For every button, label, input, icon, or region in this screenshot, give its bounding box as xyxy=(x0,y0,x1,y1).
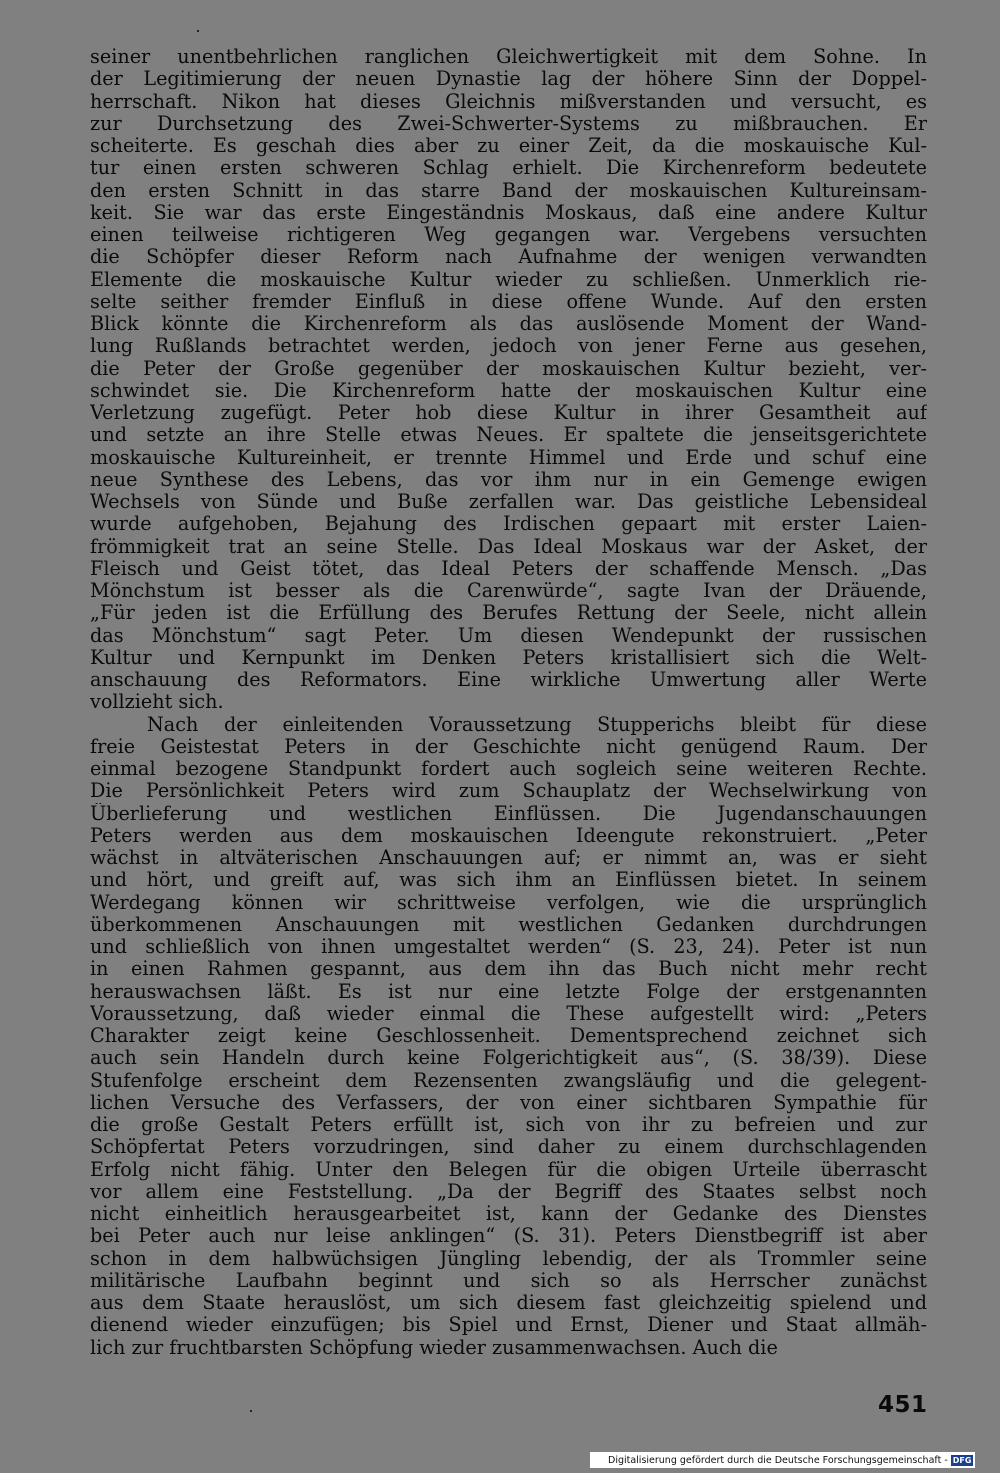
text-line: lich zur fruchtbarsten Schöpfung wieder zusammenwachsen. Auch die xyxy=(90,1336,778,1359)
text-line: Erfolg nicht fähig. Unter den Belegen für die obigen Urteile überrascht xyxy=(90,1158,927,1181)
text-line: freie Geistestat Peters in der Geschichte nicht genügend Raum. Der xyxy=(90,735,927,758)
text-line: Peters werden aus dem moskauischen Ideengute rekonstruiert. „Peter xyxy=(90,824,927,847)
page-number: 451 xyxy=(878,1392,928,1418)
text-line: herrschaft. Nikon hat dieses Gleichnis mißverstanden und versucht, es xyxy=(90,90,927,113)
text-line: Schöpfertat Peters vorzudringen, sind daher zu einem durchschlagenden xyxy=(90,1136,927,1159)
footer-credit-text: Digitalisierung gefördert durch die Deutsche Forschungsgemeinschaft - xyxy=(608,1454,948,1466)
text-line: und schließlich von ihnen umgestaltet werden“ (S. 23, 24). Peter ist nun xyxy=(90,936,927,958)
text-line: nicht einheitlich herausgearbeitet ist, kann der Gedanke des Dienstes xyxy=(90,1203,927,1225)
text-line: Fleisch und Geist tötet, das Ideal Peters der schaffende Mensch. „Das xyxy=(90,557,927,580)
text-line: überkommenen Anschauungen mit westlichen Gedanken durchdrungen xyxy=(90,913,927,936)
text-line: Charakter zeigt keine Geschlossenheit. Dementsprechend zeichnet sich xyxy=(90,1025,927,1047)
scan-speck xyxy=(197,30,199,32)
text-line: zur Durchsetzung des Zwei-Schwerter-Systems zu mißbrauchen. Er xyxy=(90,112,927,135)
text-line: Kultur und Kernpunkt im Denken Peters kristallisiert sich die Welt- xyxy=(90,646,927,669)
text-line: anschauung des Reformators. Eine wirkliche Umwertung aller Werte xyxy=(90,669,927,691)
text-line: schon in dem halbwüchsigen Jüngling lebendig, der als Trommler seine xyxy=(90,1247,927,1270)
text-line: die große Gestalt Peters erfüllt ist, sich von ihr zu befreien und zur xyxy=(90,1114,927,1136)
text-line: einmal bezogene Standpunkt fordert auch sogleich seine weiteren Rechte. xyxy=(90,758,927,780)
text-line: die Schöpfer dieser Reform nach Aufnahme der wenigen verwandten xyxy=(90,246,927,269)
text-line: „Für jeden ist die Erfüllung des Berufes Rettung der Seele, nicht allein xyxy=(90,602,927,625)
text-line: Wechsels von Sünde und Buße zerfallen war. Das geistliche Lebensideal xyxy=(90,491,927,513)
text-line: und hört, und greift auf, was sich ihm an Einflüssen bietet. In seinem xyxy=(90,869,927,892)
text-line: neue Synthese des Lebens, das vor ihm nur in ein Gemenge ewigen xyxy=(90,468,927,491)
text-line: wurde aufgehoben, Bejahung des Irdischen gepaart mit erster Laien- xyxy=(90,513,927,536)
text-line: und setzte an ihre Stelle etwas Neues. Er spaltete die jenseitsgerichtete xyxy=(90,424,927,447)
text-line: den ersten Schnitt in das starre Band der moskauischen Kultureinsam- xyxy=(90,179,927,202)
digitization-credit xyxy=(590,1452,975,1468)
document-body xyxy=(90,46,927,1359)
text-line: die Peter der Große gegenüber der moskauischen Kultur bezieht, ver- xyxy=(90,357,927,380)
text-line: seiner unentbehrlichen ranglichen Gleichwertigkeit mit dem Sohne. In xyxy=(90,46,927,68)
dfg-logo-icon: DFG xyxy=(952,1455,972,1465)
text-line: vollzieht sich. xyxy=(90,691,224,714)
text-line: Überlieferung und westlichen Einflüssen. Die Jugendanschauungen xyxy=(90,802,927,825)
text-line: Mönchstum ist besser als die Carenwürde“, sagte Ivan der Dräuende, xyxy=(90,580,927,602)
text-line: vor allem eine Feststellung. „Da der Begriff des Staates selbst noch xyxy=(90,1180,927,1203)
text-line: Elemente die moskauische Kultur wieder zu schließen. Unmerklich rie- xyxy=(90,268,927,291)
text-line: schwindet sie. Die Kirchenreform hatte der moskauischen Kultur eine xyxy=(90,379,927,402)
text-line: Stufenfolge erscheint dem Rezensenten zwangsläufig und die gelegent- xyxy=(90,1069,927,1092)
text-line: wächst in altväterischen Anschauungen auf; er nimmt an, was er sieht xyxy=(90,847,927,869)
text-line: scheiterte. Es geschah dies aber zu einer Zeit, da die moskauische Kul- xyxy=(90,135,927,157)
text-line: frömmigkeit trat an seine Stelle. Das Ideal Moskaus war der Asket, der xyxy=(90,535,927,558)
text-line: dienend wieder einzufügen; bis Spiel und Ernst, Diener und Staat allmäh- xyxy=(90,1314,927,1337)
text-line: Verletzung zugefügt. Peter hob diese Kultur in ihrer Gesamtheit auf xyxy=(90,402,927,424)
text-line: selte seither fremder Einfluß in diese offene Wunde. Auf den ersten xyxy=(90,290,927,313)
text-line: in einen Rahmen gespannt, aus dem ihn das Buch nicht mehr recht xyxy=(90,958,927,981)
text-line: auch sein Handeln durch keine Folgerichtigkeit aus“, (S. 38/39). Diese xyxy=(90,1047,927,1070)
text-line: aus dem Staate herauslöst, um sich diesem fast gleichzeitig spielend und xyxy=(90,1292,927,1314)
text-line: der Legitimierung der neuen Dynastie lag der höhere Sinn der Doppel- xyxy=(90,68,927,91)
text-line: lung Rußlands betrachtet werden, jedoch von jener Ferne aus gesehen, xyxy=(90,335,927,358)
text-line: bei Peter auch nur leise anklingen“ (S. 31). Peters Dienstbegriff ist aber xyxy=(90,1225,927,1248)
text-line: einen teilweise richtigeren Weg gegangen war. Vergebens versuchten xyxy=(90,224,927,246)
text-line: keit. Sie war das erste Eingeständnis Moskaus, daß eine andere Kultur xyxy=(90,201,927,224)
text-line: tur einen ersten schweren Schlag erhielt. Die Kirchenreform bedeutete xyxy=(90,157,927,180)
text-line: Nach der einleitenden Voraussetzung Stupperichs bleibt für diese xyxy=(147,713,927,736)
text-line: Werdegang können wir schrittweise verfolgen, wie die ursprünglich xyxy=(90,891,927,914)
text-line: moskauische Kultureinheit, er trennte Himmel und Erde und schuf eine xyxy=(90,446,927,469)
scan-speck xyxy=(250,1410,252,1412)
text-line: Die Persönlichkeit Peters wird zum Schauplatz der Wechselwirkung von xyxy=(90,780,927,803)
text-line: Voraussetzung, daß wieder einmal die These aufgestellt wird: „Peters xyxy=(90,1002,927,1025)
text-line: lichen Versuche des Verfassers, der von einer sichtbaren Sympathie für xyxy=(90,1091,927,1114)
text-line: Blick könnte die Kirchenreform als das auslösende Moment der Wand- xyxy=(90,313,927,335)
text-line: das Mönchstum“ sagt Peter. Um diesen Wendepunkt der russischen xyxy=(90,624,927,647)
text-line: militärische Laufbahn beginnt und sich so als Herrscher zunächst xyxy=(90,1269,927,1292)
text-line: herauswachsen läßt. Es ist nur eine letzte Folge der erstgenannten xyxy=(90,980,927,1003)
